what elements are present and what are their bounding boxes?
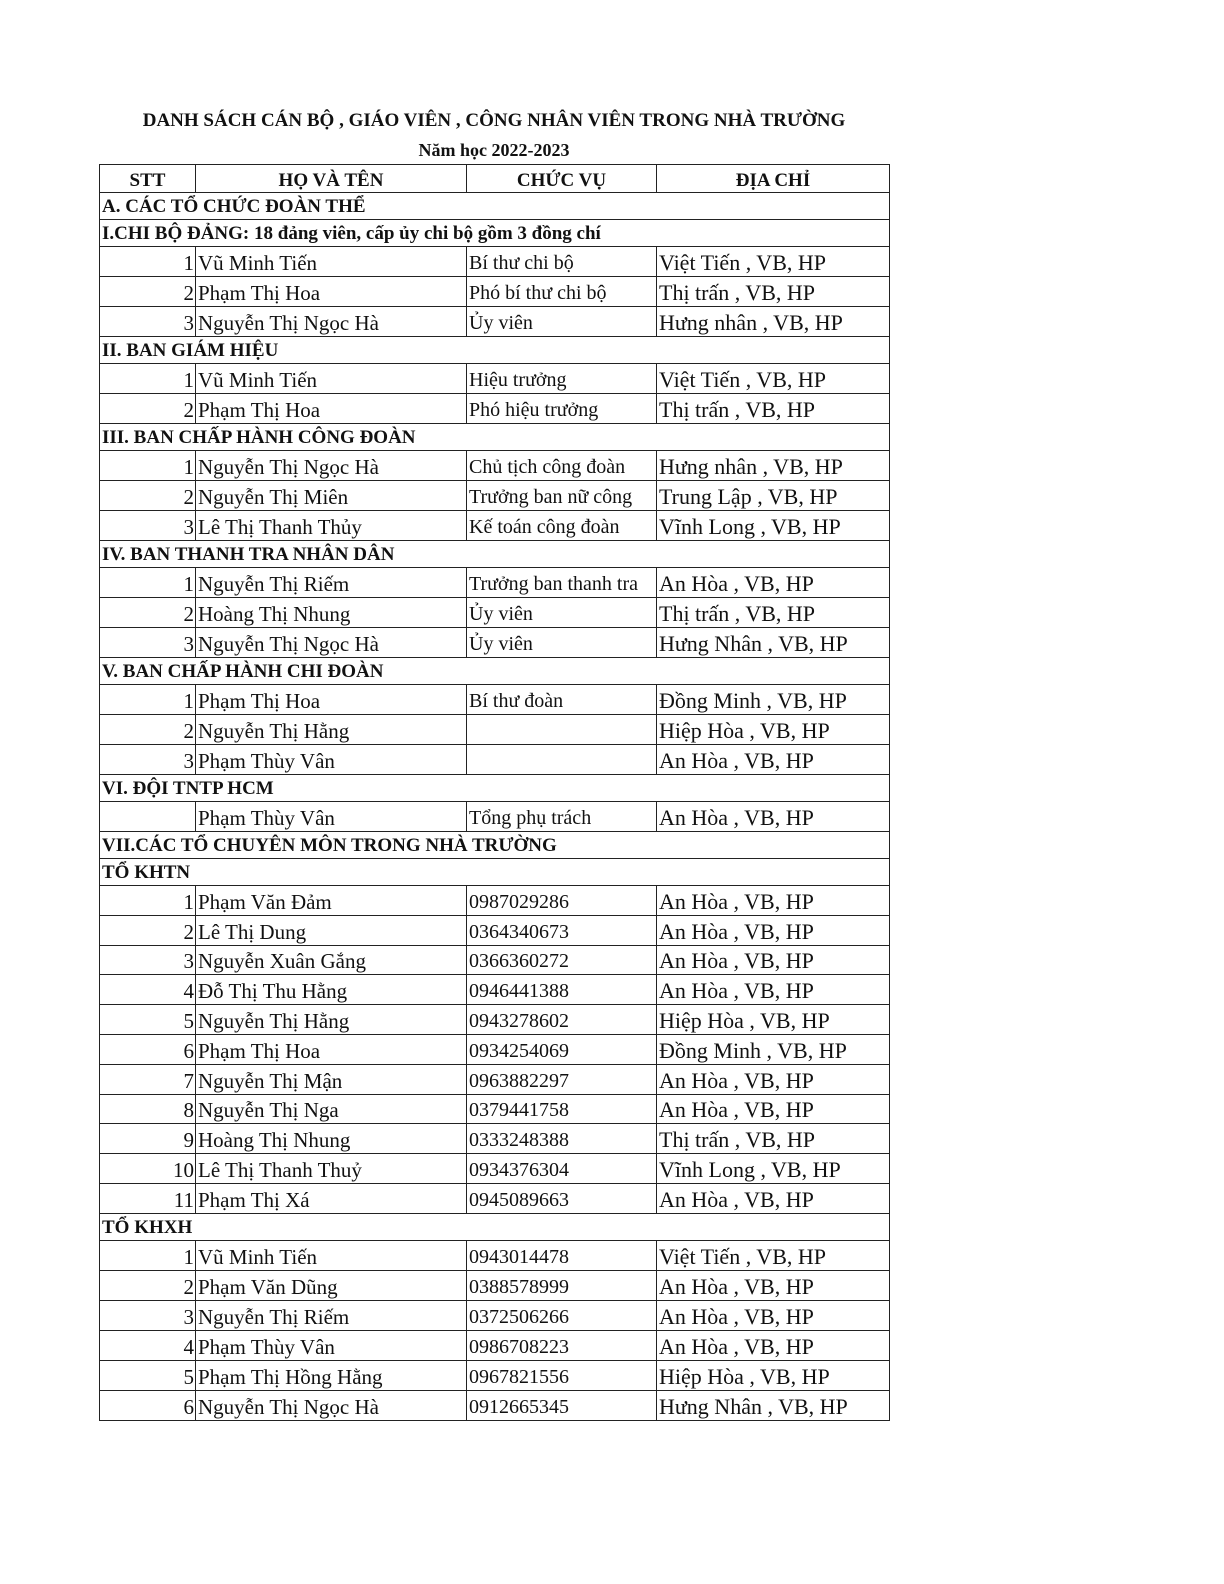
staff-role: 0943278602 (467, 1005, 657, 1035)
table-row (100, 1154, 890, 1184)
staff-role: 0366360272 (467, 945, 657, 975)
staff-name: Phạm Văn Dũng (196, 1270, 467, 1300)
staff-address: Việt Tiến , VB, HP (657, 1240, 890, 1270)
row-number: 2 (100, 277, 196, 307)
table-row (100, 745, 890, 775)
staff-role: 0946441388 (467, 975, 657, 1005)
staff-name: Phạm Thùy Vân (196, 745, 467, 775)
staff-name: Nguyễn Thị Riếm (196, 568, 467, 598)
staff-address: An Hòa , VB, HP (657, 1064, 890, 1094)
staff-role: Bí thư đoàn (467, 685, 657, 715)
table-row (100, 975, 890, 1005)
staff-role: 0963882297 (467, 1064, 657, 1094)
staff-address: An Hòa , VB, HP (657, 802, 890, 832)
section-heading: V. BAN CHẤP HÀNH CHI ĐOÀN (100, 658, 890, 685)
staff-address: An Hòa , VB, HP (657, 1300, 890, 1330)
column-header-address: ĐỊA CHỈ (657, 165, 890, 193)
row-number: 4 (100, 975, 196, 1005)
staff-role: Chủ tịch công đoàn (467, 451, 657, 481)
row-number: 6 (100, 1390, 196, 1420)
section-heading: VI. ĐỘI TNTP HCM (100, 775, 890, 802)
staff-name: Lê Thị Thanh Thủy (196, 511, 467, 541)
staff-address: Đồng Minh , VB, HP (657, 1034, 890, 1064)
staff-role: 0945089663 (467, 1183, 657, 1213)
staff-name: Lê Thị Thanh Thuỷ (196, 1154, 467, 1184)
table-row (100, 568, 890, 598)
staff-address: An Hòa , VB, HP (657, 1183, 890, 1213)
staff-role: Trưởng ban thanh tra (467, 568, 657, 598)
row-number: 2 (100, 1270, 196, 1300)
staff-name: Đỗ Thị Thu Hằng (196, 975, 467, 1005)
staff-address: Hưng nhân , VB, HP (657, 451, 890, 481)
row-number: 1 (100, 451, 196, 481)
section-heading-row (100, 658, 890, 685)
staff-role: Bí thư chi bộ (467, 247, 657, 277)
row-number (100, 802, 196, 832)
staff-address: Thị trấn , VB, HP (657, 1124, 890, 1154)
row-number: 4 (100, 1330, 196, 1360)
row-number: 3 (100, 1300, 196, 1330)
table-row (100, 247, 890, 277)
staff-role: Tổng phụ trách (467, 802, 657, 832)
staff-role: 0943014478 (467, 1240, 657, 1270)
staff-name: Nguyễn Thị Hằng (196, 715, 467, 745)
staff-address: Vĩnh Long , VB, HP (657, 511, 890, 541)
staff-name: Phạm Thị Hoa (196, 1034, 467, 1064)
staff-table (99, 164, 890, 1421)
row-number: 9 (100, 1124, 196, 1154)
row-number: 2 (100, 394, 196, 424)
row-number: 5 (100, 1005, 196, 1035)
staff-name: Nguyễn Xuân Gắng (196, 945, 467, 975)
row-number: 1 (100, 1240, 196, 1270)
section-heading-row (100, 424, 890, 451)
staff-address: An Hòa , VB, HP (657, 945, 890, 975)
row-number: 6 (100, 1034, 196, 1064)
row-number: 3 (100, 307, 196, 337)
staff-role (467, 715, 657, 745)
section-heading: III. BAN CHẤP HÀNH CÔNG ĐOÀN (100, 424, 890, 451)
staff-address: Việt Tiến , VB, HP (657, 364, 890, 394)
document-subtitle: Năm học 2022-2023 (418, 140, 570, 160)
staff-role: 0364340673 (467, 915, 657, 945)
table-row (100, 451, 890, 481)
staff-name: Nguyễn Thị Hằng (196, 1005, 467, 1035)
table-row (100, 1270, 890, 1300)
staff-address: An Hòa , VB, HP (657, 1094, 890, 1124)
staff-name: Nguyễn Thị Mận (196, 1064, 467, 1094)
row-number: 1 (100, 247, 196, 277)
section-heading: A. CÁC TỔ CHỨC ĐOÀN THỂ (100, 193, 890, 220)
table-row (100, 715, 890, 745)
table-row (100, 1390, 890, 1420)
table-body (100, 193, 890, 1421)
staff-name: Phạm Thị Hoa (196, 685, 467, 715)
staff-name: Nguyễn Thị Ngọc Hà (196, 628, 467, 658)
row-number: 11 (100, 1183, 196, 1213)
staff-name: Nguyễn Thị Miên (196, 481, 467, 511)
row-number: 1 (100, 685, 196, 715)
staff-address: An Hòa , VB, HP (657, 915, 890, 945)
section-heading-row (100, 832, 890, 859)
staff-name: Vũ Minh Tiến (196, 1240, 467, 1270)
staff-role: 0388578999 (467, 1270, 657, 1300)
staff-role: Kế toán công đoàn (467, 511, 657, 541)
staff-name: Phạm Văn Đảm (196, 886, 467, 916)
table-row (100, 307, 890, 337)
staff-name: Nguyễn Thị Nga (196, 1094, 467, 1124)
staff-address: Thị trấn , VB, HP (657, 394, 890, 424)
table-header-row (100, 165, 890, 193)
section-heading: II. BAN GIÁM HIỆU (100, 337, 890, 364)
section-heading-row (100, 220, 890, 247)
section-heading-row (100, 1213, 890, 1240)
staff-role: 0934376304 (467, 1154, 657, 1184)
table-row (100, 364, 890, 394)
section-heading-row (100, 193, 890, 220)
row-number: 2 (100, 598, 196, 628)
staff-role: Ủy viên (467, 307, 657, 337)
staff-name: Phạm Thùy Vân (196, 802, 467, 832)
section-heading: IV. BAN THANH TRA NHÂN DÂN (100, 541, 890, 568)
row-number: 8 (100, 1094, 196, 1124)
staff-address: Hiệp Hòa , VB, HP (657, 1360, 890, 1390)
row-number: 1 (100, 568, 196, 598)
row-number: 2 (100, 481, 196, 511)
section-heading: VII.CÁC TỔ CHUYÊN MÔN TRONG NHÀ TRƯỜNG (100, 832, 890, 859)
staff-role: 0333248388 (467, 1124, 657, 1154)
staff-role: 0967821556 (467, 1360, 657, 1390)
table-row (100, 945, 890, 975)
table-row (100, 1094, 890, 1124)
staff-address: Đồng Minh , VB, HP (657, 685, 890, 715)
staff-address: Hưng nhân , VB, HP (657, 307, 890, 337)
table-row (100, 1360, 890, 1390)
staff-address: An Hòa , VB, HP (657, 886, 890, 916)
staff-name: Nguyễn Thị Riếm (196, 1300, 467, 1330)
table-row (100, 394, 890, 424)
staff-address: Hưng Nhân , VB, HP (657, 1390, 890, 1420)
staff-role: 0934254069 (467, 1034, 657, 1064)
section-heading-row (100, 541, 890, 568)
staff-name: Nguyễn Thị Ngọc Hà (196, 451, 467, 481)
staff-address: An Hòa , VB, HP (657, 1270, 890, 1300)
table-row (100, 598, 890, 628)
row-number: 5 (100, 1360, 196, 1390)
column-header-stt: STT (100, 165, 196, 193)
table-row (100, 1124, 890, 1154)
staff-address: Việt Tiến , VB, HP (657, 247, 890, 277)
staff-role: Ủy viên (467, 628, 657, 658)
staff-role: Phó bí thư chi bộ (467, 277, 657, 307)
document-title: DANH SÁCH CÁN BỘ , GIÁO VIÊN , CÔNG NHÂN VIÊN TRONG NHÀ TRƯỜNG (142, 110, 846, 131)
row-number: 3 (100, 628, 196, 658)
column-header-name: HỌ VÀ TÊN (196, 165, 467, 193)
staff-address: Trung Lập , VB, HP (657, 481, 890, 511)
section-heading-row (100, 859, 890, 886)
staff-role (467, 745, 657, 775)
table-row (100, 1064, 890, 1094)
row-number: 1 (100, 886, 196, 916)
staff-address: Vĩnh Long , VB, HP (657, 1154, 890, 1184)
table-row (100, 1005, 890, 1035)
staff-address: Hưng Nhân , VB, HP (657, 628, 890, 658)
table-row (100, 1330, 890, 1360)
staff-address: An Hòa , VB, HP (657, 568, 890, 598)
staff-address: Thị trấn , VB, HP (657, 277, 890, 307)
row-number: 7 (100, 1064, 196, 1094)
staff-name: Hoàng Thị Nhung (196, 598, 467, 628)
staff-name: Phạm Thị Hoa (196, 394, 467, 424)
staff-role: 0986708223 (467, 1330, 657, 1360)
row-number: 1 (100, 364, 196, 394)
row-number: 10 (100, 1154, 196, 1184)
staff-name: Vũ Minh Tiến (196, 247, 467, 277)
staff-name: Lê Thị Dung (196, 915, 467, 945)
staff-name: Phạm Thị Hồng Hằng (196, 1360, 467, 1390)
table-row (100, 915, 890, 945)
table-row (100, 886, 890, 916)
table-row (100, 685, 890, 715)
table-row (100, 1034, 890, 1064)
staff-role: 0987029286 (467, 886, 657, 916)
section-heading: TỔ KHTN (100, 859, 890, 886)
row-number: 2 (100, 715, 196, 745)
staff-address: An Hòa , VB, HP (657, 745, 890, 775)
staff-name: Vũ Minh Tiến (196, 364, 467, 394)
column-header-role: CHỨC VỤ (467, 165, 657, 193)
table-row (100, 1240, 890, 1270)
row-number: 3 (100, 745, 196, 775)
table-row (100, 1183, 890, 1213)
section-heading-row (100, 337, 890, 364)
table-row (100, 802, 890, 832)
row-number: 2 (100, 915, 196, 945)
staff-address: Thị trấn , VB, HP (657, 598, 890, 628)
staff-role: Hiệu trưởng (467, 364, 657, 394)
staff-role: Ủy viên (467, 598, 657, 628)
staff-address: An Hòa , VB, HP (657, 975, 890, 1005)
staff-name: Phạm Thị Hoa (196, 277, 467, 307)
staff-role: Phó hiệu trưởng (467, 394, 657, 424)
staff-address: Hiệp Hòa , VB, HP (657, 715, 890, 745)
table-row (100, 1300, 890, 1330)
staff-name: Hoàng Thị Nhung (196, 1124, 467, 1154)
row-number: 3 (100, 945, 196, 975)
staff-name: Phạm Thị Xá (196, 1183, 467, 1213)
row-number: 3 (100, 511, 196, 541)
table-row (100, 628, 890, 658)
staff-name: Phạm Thùy Vân (196, 1330, 467, 1360)
table-row (100, 481, 890, 511)
table-row (100, 277, 890, 307)
staff-address: Hiệp Hòa , VB, HP (657, 1005, 890, 1035)
section-heading: I.CHI BỘ ĐẢNG: 18 đảng viên, cấp ủy chi bộ gồm 3 đồng chí (100, 220, 890, 247)
staff-role: 0379441758 (467, 1094, 657, 1124)
staff-name: Nguyễn Thị Ngọc Hà (196, 307, 467, 337)
staff-role: Trưởng ban nữ công (467, 481, 657, 511)
staff-name: Nguyễn Thị Ngọc Hà (196, 1390, 467, 1420)
staff-role: 0912665345 (467, 1390, 657, 1420)
section-heading: TỔ KHXH (100, 1213, 890, 1240)
section-heading-row (100, 775, 890, 802)
staff-role: 0372506266 (467, 1300, 657, 1330)
table-row (100, 511, 890, 541)
staff-address: An Hòa , VB, HP (657, 1330, 890, 1360)
